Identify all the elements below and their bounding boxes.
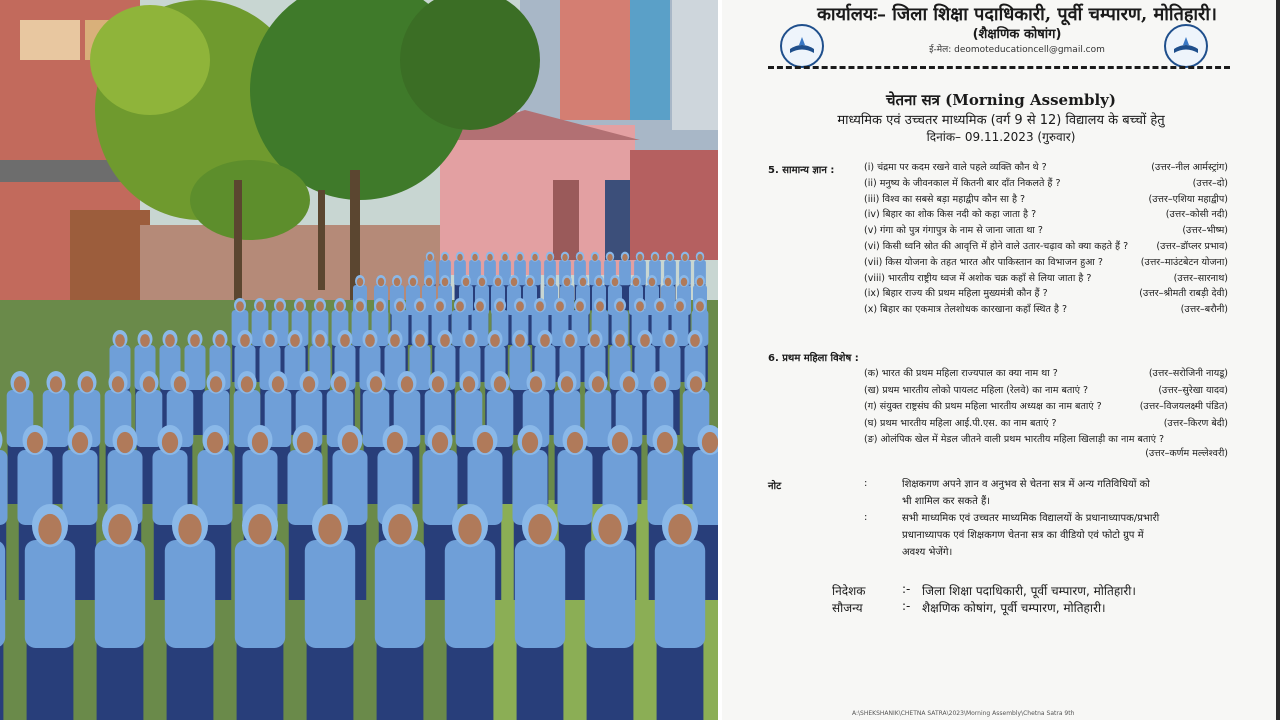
question-text: (iii) विश्व का सबसे बड़ा महाद्वीप कौन सा है ? [864, 193, 1026, 205]
women-first-question-row [864, 383, 1228, 398]
note-line: प्रधानाध्यापक एवं शिक्षकगण चेतना सत्र का वीडियो एवं फोटो ग्रुप में [902, 530, 1144, 541]
note-label: नोट [768, 481, 782, 492]
question-text: (घ) प्रथम भारतीय महिला आई.पी.एस. का नाम बताएं ? [864, 417, 1057, 429]
answer-text: (उत्तर–माउंटबेटन योजना) [1137, 255, 1228, 268]
section-5-heading: 5. सामान्य ज्ञान : [768, 165, 835, 176]
gk-question-row [864, 255, 1228, 270]
question-text: (x) बिहार का एकमात्र तेलशोधक कारखाना कहाँ स्थित है ? [864, 304, 1068, 316]
gk-question-row [864, 223, 1228, 238]
question-text: (ii) मनुष्य के जीवनकाल में कितनी बार दाँत निकलते हैं ? [864, 177, 1061, 189]
gk-question-row [864, 160, 1228, 175]
question-text: (ख) प्रथम भारतीय लोको पायलट महिला (रेलवे) का नाम बताएं ? [864, 384, 1089, 396]
gk-question-row [864, 302, 1228, 317]
answer-text: (उत्तर–सुरेखा यादव) [1154, 383, 1228, 396]
gk-question-row [864, 192, 1228, 207]
answer-text: (उत्तर–श्रीमती राबड़ी देवी) [1135, 286, 1228, 299]
answer-text: (उत्तर–विजयलक्ष्मी पंडित) [1136, 399, 1228, 412]
question-text: (ङ) ओलंपिक खेल में मेडल जीतने वाली प्रथम भारतीय महिला खिलाड़ी का नाम बताएं ? [864, 434, 1165, 445]
header-divider [768, 66, 1230, 69]
courtesy-label: सौजन्य [832, 601, 863, 615]
answer-text: (उत्तर–एशिया महाद्वीप) [1145, 192, 1229, 205]
director-value: जिला शिक्षा पदाधिकारी, पूर्वी चम्पारण, मोतिहारी। [922, 584, 1136, 598]
assembly-title: चेतना सत्र (Morning Assembly) [886, 91, 1116, 109]
women-first-question-row [864, 416, 1228, 431]
gk-question-row [864, 239, 1228, 254]
gk-question-row [864, 207, 1228, 222]
women-first-question-row [864, 399, 1228, 414]
question-text: (vii) किस योजना के तहत भारत और पाकिस्तान का विभाजन हुआ ? [864, 256, 1103, 268]
office-heading: कार्यालयः– जिला शिक्षा पदाधिकारी, पूर्वी चम्पारण, मोतिहारी। [817, 4, 1217, 25]
question-text: (क) भारत की प्रथम महिला राज्यपाल का क्या नाम था ? [864, 368, 1058, 379]
answer-text: (उत्तर–कोसी नदी) [1162, 207, 1228, 220]
assembly-date: दिनांक– 09.11.2023 (गुरुवार) [926, 130, 1076, 144]
question-text: (ix) बिहार राज्य की प्रथम महिला मुख्यमंत्री कौन हैं ? [864, 288, 1048, 300]
women-first-question-row [864, 432, 1228, 447]
answer-text: (उत्तर–सारनाथ) [1170, 271, 1228, 284]
question-text: (viii) भारतीय राष्ट्रीय ध्वज में अशोक चक्र कहाँ से लिया जाता है ? [864, 272, 1092, 284]
note-colon-1: : [864, 478, 868, 489]
courtesy-value: शैक्षणिक कोषांग, पूर्वी चम्पारण, मोतिहारी। [922, 601, 1106, 615]
answer-text: (उत्तर–सरोजिनी नायडू) [1145, 366, 1228, 379]
director-separator: :- [902, 582, 911, 596]
note-line: शिक्षकगण अपने ज्ञान व अनुभव से चेतना सत्र में अन्य गतिविधियों को [902, 479, 1150, 490]
question-text: (vi) किसी ध्वनि स्रोत की आवृत्ति में होने वाले उतार-चढ़ाव को क्या कहते हैं ? [864, 241, 1129, 252]
note-line: अवश्य भेजेंगे। [902, 547, 953, 558]
gk-question-row [864, 271, 1228, 286]
section-6-last-answer: (उत्तर–कर्णम मल्लेश्वरी) [1145, 448, 1228, 459]
assembly-subtitle: माध्यमिक एवं उच्चतर माध्यमिक (वर्ग 9 से 12) विद्यालय के बच्चों हेतु [837, 113, 1165, 128]
note-line: भी शामिल कर सकते हैं। [902, 496, 991, 507]
courtesy-separator: :- [902, 599, 911, 613]
section-6-heading: 6. प्रथम महिला विशेष : [768, 353, 859, 364]
file-path-footer: A:\SHEKSHANIK\CHETNA SATRA\2023\Morning Assembly\Chetna Satra 9th [852, 710, 1075, 717]
cell-heading: (शैक्षणिक कोषांग) [972, 27, 1062, 42]
gk-question-row [864, 286, 1228, 301]
gk-question-row [864, 176, 1228, 191]
morning-assembly-circular [722, 0, 1280, 720]
answer-text: (उत्तर–डॉप्लर प्रभाव) [1152, 239, 1228, 252]
note-line: सभी माध्यमिक एवं उच्चतर माध्यमिक विद्यालयों के प्रधानाध्यापक/प्रभारी [902, 513, 1160, 524]
question-text: (v) गंगा को पुत्र गंगापुत्र के नाम से जाना जाता था ? [864, 225, 1043, 237]
note-colon-2: : [864, 512, 868, 523]
women-first-question-row [864, 366, 1228, 381]
question-text: (iv) बिहार का शोक किस नदी को कहा जाता है ? [864, 209, 1037, 221]
question-text: (i) चंद्रमा पर कदम रखने वाले पहले व्यक्ति कौन थे ? [864, 162, 1047, 173]
email-line: ई-मेल: deomoteducationcell@gmail.com [929, 45, 1105, 55]
answer-text: (उत्तर–नील आर्मस्ट्रांग) [1147, 160, 1228, 173]
answer-text: (उत्तर–दो) [1189, 176, 1228, 189]
question-text: (ग) संयुक्त राष्ट्रसंघ की प्रथम महिला भारतीय अध्यक्ष का नाम बताएं ? [864, 401, 1102, 412]
answer-text: (उत्तर–किरण बेदी) [1160, 416, 1228, 429]
answer-text: (उत्तर–भीष्म) [1178, 223, 1228, 236]
director-label: निदेशक [832, 584, 866, 598]
answer-text: (उत्तर–बरौनी) [1177, 302, 1228, 315]
